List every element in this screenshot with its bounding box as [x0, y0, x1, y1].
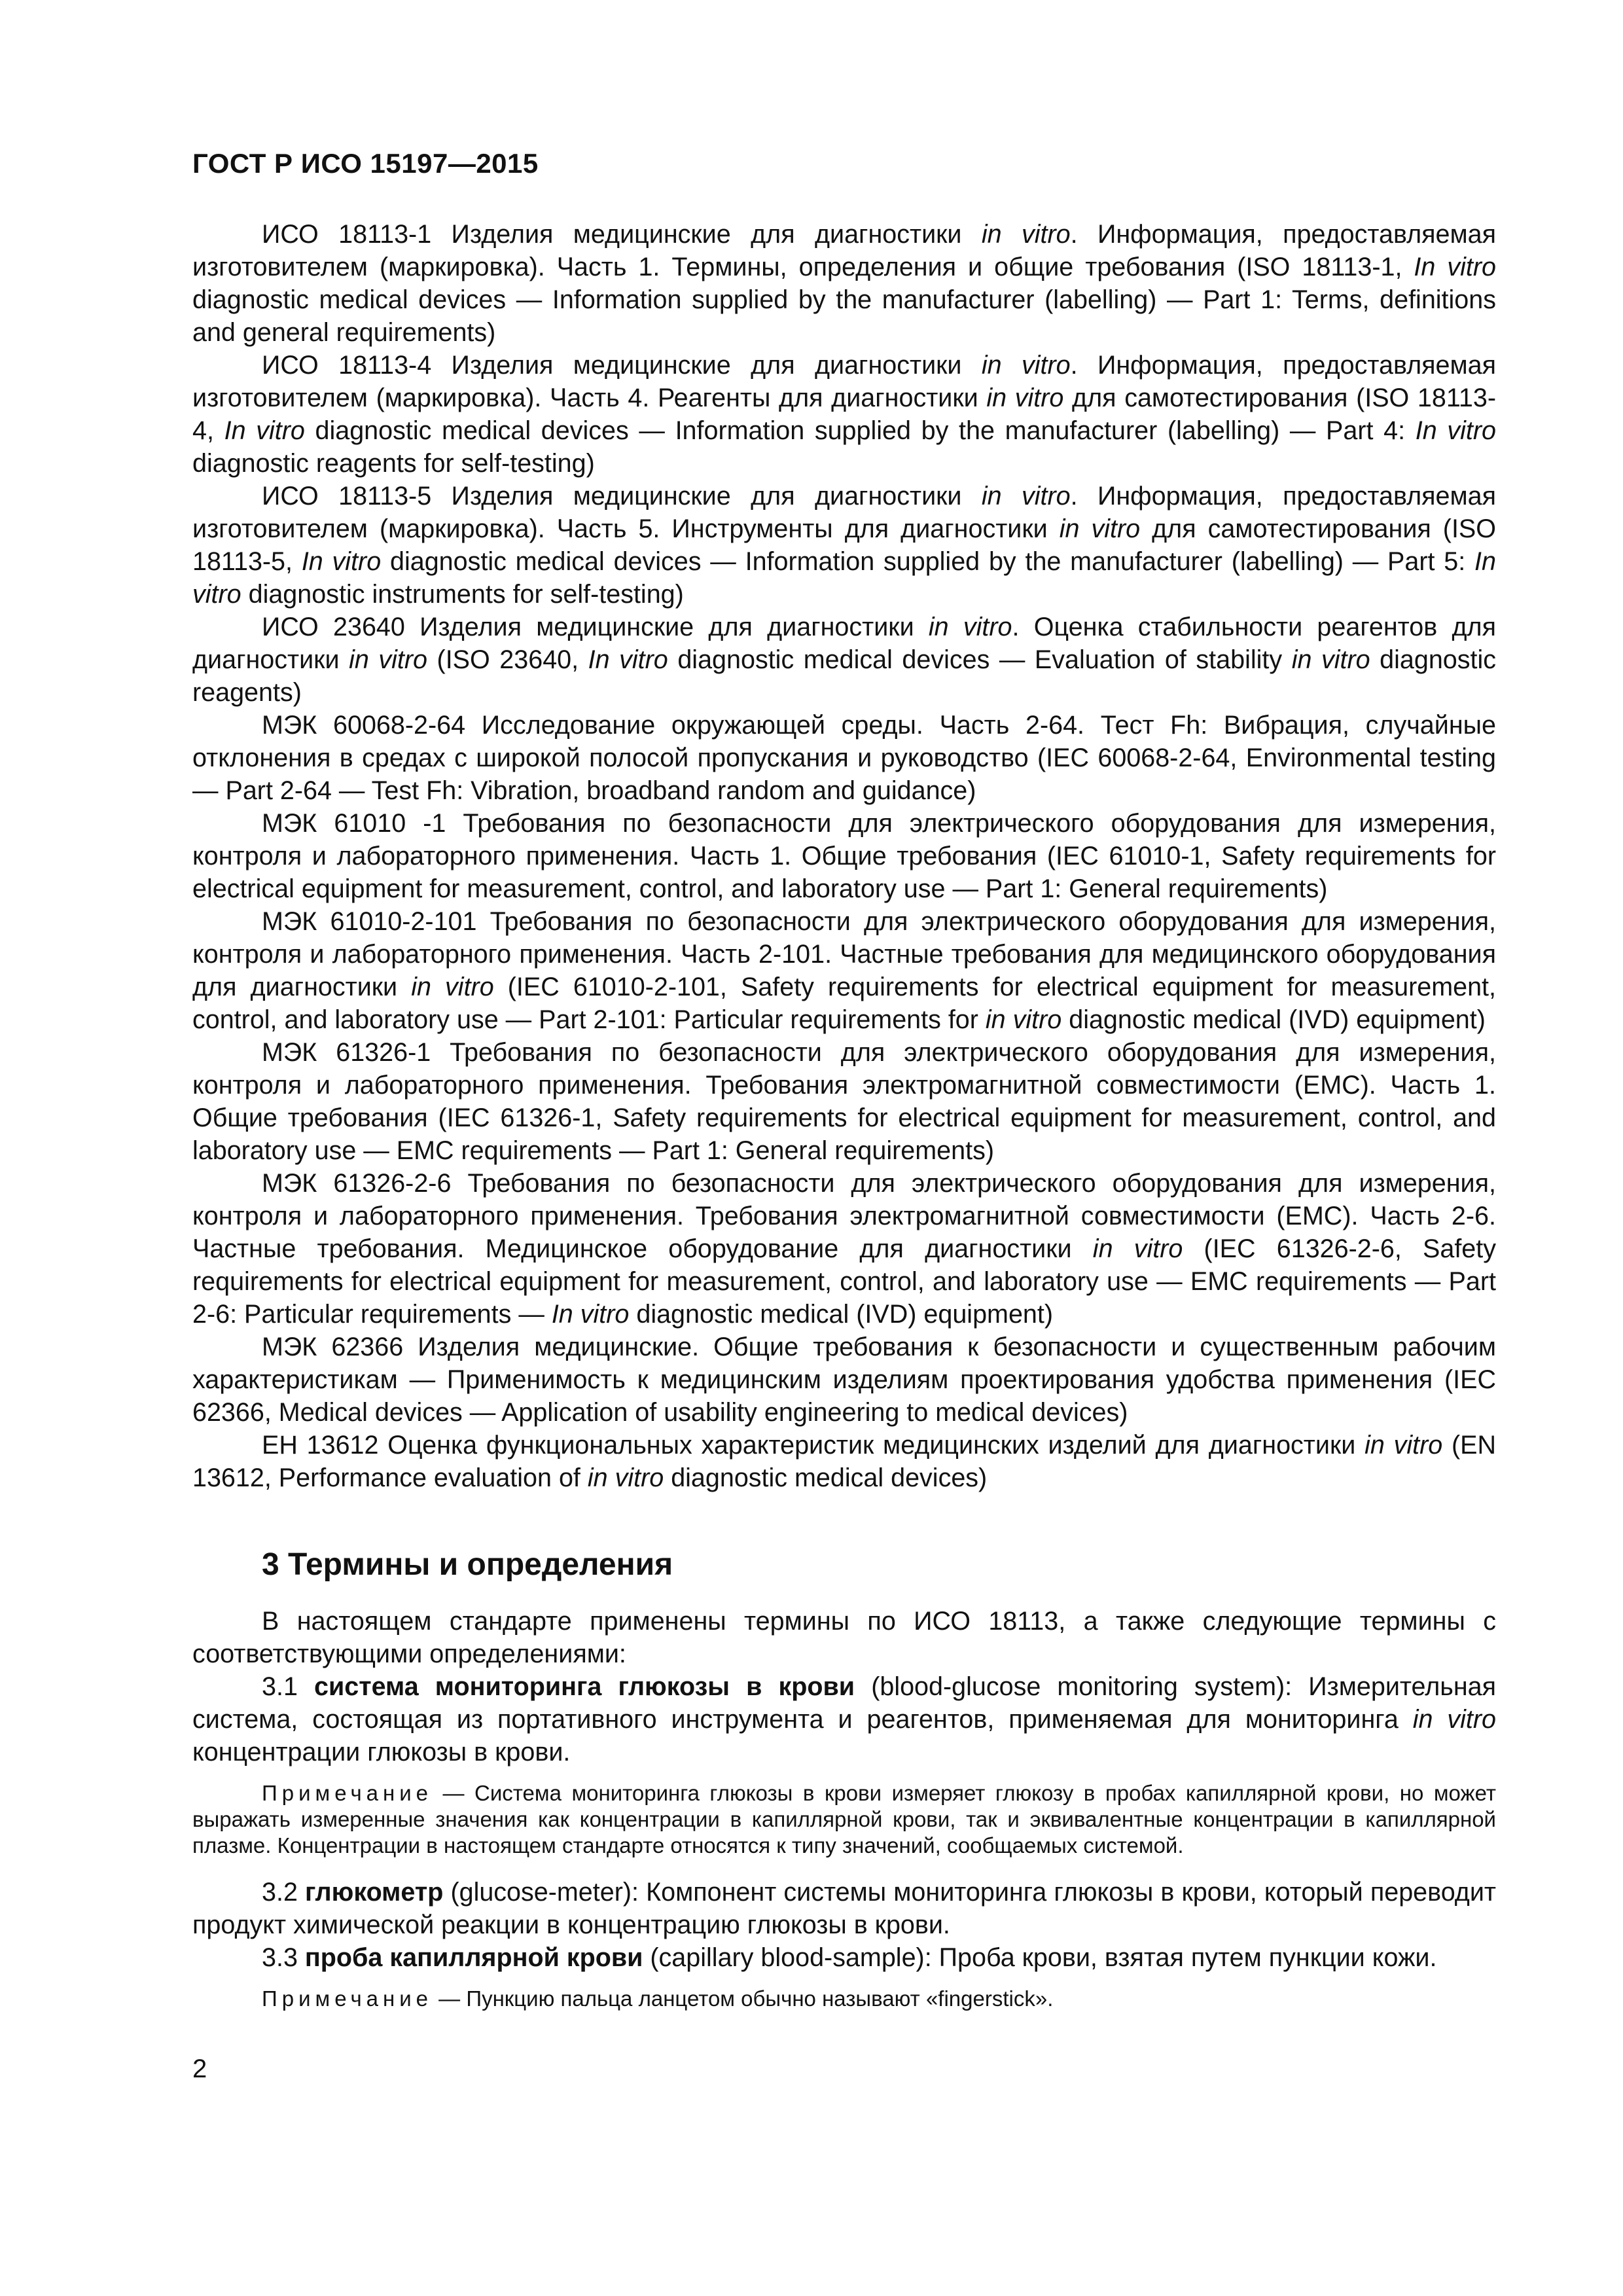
section-heading: 3 Термины и определения: [262, 1547, 673, 1582]
ref-iec-62366: МЭК 62366 Изделия медицинские. Общие требования к безопасности и существенным рабочим характеристикам — Применимость к медицинским изделиям проектирования удобства применения (IEC 62366, Medical devices — Application of usability engineering to medical devices): [192, 1333, 1496, 1427]
term-3-1: 3.1 система мониторинга глюкозы в крови (blood-glucose monitoring system): Измерительная система, состоящая из портативного инструмента и реагентов, применяемая для мониторинга in vitro концентрации глюкозы в крови.: [192, 1672, 1497, 1767]
section-intro: В настоящем стандарте применены термины по ИСО 18113, а также следующие термины с соответствующими определениями:: [192, 1607, 1496, 1668]
ref-iec-61326-1: МЭК 61326-1 Требования по безопасности для электрического оборудования для измерения, контроля и лабораторного применения. Требования электромагнитной совместимости (ЕМС). Часть 1. Общие требования (IEC 61326-1, Safety requirements for electrical equipment for measurement, control, and laboratory use — EMC requirements — Part 1: General requirements): [192, 1038, 1496, 1165]
ref-iec-61326-2-6: МЭК 61326-2-6 Требования по безопасности для электрического оборудования для измерения, контроля и лабораторного применения. Требования электромагнитной совместимости (ЕМС). Часть 2-6. Частные требования. Медицинское оборудование для диагностики in vitro (IEC 61326-2-6, Safety requirements for electrical equipment for measurement, control, and laboratory use — EMC requirements — Part 2-6: Particular requirements — In vitro diagnostic medical (IVD) equipment): [192, 1169, 1496, 1329]
ref-iso-23640: ИСО 23640 Изделия медицинские для диагностики in vitro. Оценка стабильности реагентов для диагностики in vitro (ISO 23640, In vitro diagnostic medical devices — Evaluation of stability in vitro diagnostic reagents): [192, 613, 1497, 707]
ref-iso-18113-1: ИСО 18113-1 Изделия медицинские для диагностики in vitro. Информация, предоставляемая изготовителем (маркировка). Часть 1. Термины, определения и общие требования (ISO 18113-1, In vitro diagnostic medical devices — Information supplied by the manufacturer (labelling) — Part 1: Terms, definitions and general requirements): [192, 220, 1496, 347]
term-3-2: 3.2 глюкометр (glucose-meter): Компонент системы мониторинга глюкозы в крови, который переводит продукт химической реакции в концентрацию глюкозы в крови.: [192, 1878, 1496, 1939]
ref-iec-61010-2-101: МЭК 61010-2-101 Требования по безопасности для электрического оборудования для измерения, контроля и лабораторного применения. Часть 2-101. Частные требования для медицинского оборудования для диагностики in vitro (IEC 61010-2-101, Safety requirements for electrical equipment for measurement, control, and laboratory use — Part 2-101: Particular requirements for in vitro diagnostic medical (IVD) equipment): [192, 907, 1496, 1034]
note-3-1: Примечание — Система мониторинга глюкозы в крови измеряет глюкозу в пробах капиллярной крови, но может выражать измеренные значения как концентрации в капиллярной крови, так и эквивалентные концентрации в капиллярной плазме. Концентрации в настоящем стандарте относятся к типу значений, сообщаемых системой.: [192, 1781, 1496, 1857]
ref-iso-18113-5: ИСО 18113-5 Изделия медицинские для диагностики in vitro. Информация, предоставляемая изготовителем (маркировка). Часть 5. Инструменты для диагностики in vitro для самотестирования (ISO 18113-5, In vitro diagnostic medical devices — Information supplied by the manufacturer (labelling) — Part 5: In vitro diagnostic instruments for self-testing): [192, 482, 1496, 609]
document-header: ГОСТ Р ИСО 15197—2015: [192, 148, 539, 179]
ref-iec-61010-1: МЭК 61010 -1 Требования по безопасности для электрического оборудования для измерения, контроля и лабораторного применения. Часть 1. Общие требования (IEC 61010-1, Safety requirements for electrical equipment for measurement, control, and laboratory use — Part 1: General requirements): [192, 809, 1496, 903]
ref-iso-18113-4: ИСО 18113-4 Изделия медицинские для диагностики in vitro. Информация, предоставляемая изготовителем (маркировка). Часть 4. Реагенты для диагностики in vitro для самотестирования (ISO 18113-4, In vitro diagnostic medical devices — Information supplied by the manufacturer (labelling) — Part 4: In vitro diagnostic reagents for self-testing): [192, 351, 1496, 478]
page-number: 2: [192, 2054, 207, 2083]
term-3-3: 3.3 проба капиллярной крови (capillary blood-sample): Проба крови, взятая путем пункции кожи.: [262, 1943, 1437, 1972]
page-content: [192, 218, 1496, 2029]
ref-en-13612: ЕН 13612 Оценка функциональных характеристик медицинских изделий для диагностики in vitro (EN 13612, Performance evaluation of in vitro diagnostic medical devices): [192, 1431, 1496, 1492]
note-3-3: Примечание — Пункцию пальца ланцетом обычно называют «fingerstick».: [262, 1986, 1054, 2011]
note-label: Примечание: [262, 1986, 433, 2011]
note-label: Примечание: [262, 1781, 433, 1805]
ref-iec-60068-2-64: МЭК 60068-2-64 Исследование окружающей среды. Часть 2-64. Тест Fh: Вибрация, случайные отклонения в средах с широкой полосой пропускания и руководство (IEC 60068-2-64, Environmental testing — Part 2-64 — Test Fh: Vibration, broadband random and guidance): [192, 711, 1496, 805]
